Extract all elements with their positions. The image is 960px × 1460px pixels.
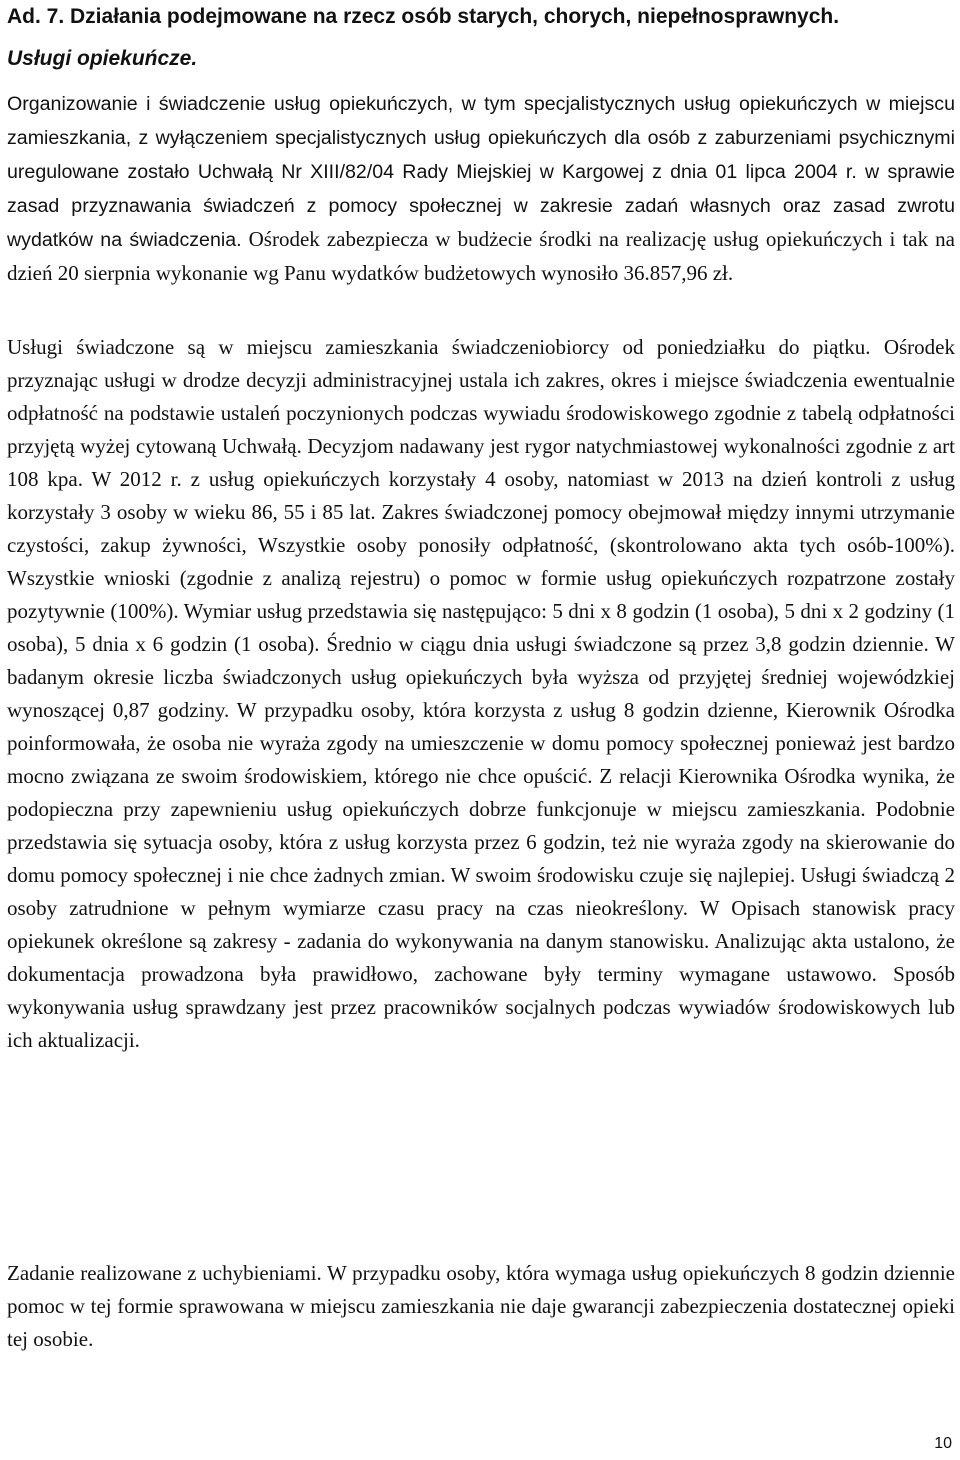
page-number: 10 [934, 1435, 952, 1452]
paragraph-budget-text: Ośrodek zabezpiecza w budżecie środki na realizację usług opiekuńczych i tak na dzień 20 sierpnia wykonanie wg Panu wydatków budżetowych wynosiło 36.857,96 zł. [7, 227, 955, 285]
paragraph-conclusion: Zadanie realizowane z uchybieniami. W przypadku osoby, która wymaga usług opiekuńczych 8 godzin dziennie pomoc w tej formie sprawowana w miejscu zamieszkania nie daje gwarancji zabezpieczenia dostatecznej opieki tej osobie. [7, 1261, 955, 1351]
paragraph-legal-basis-text: Organizowanie i świadczenie usług opiekuńczych, w tym specjalistycznych usług opiekuńczych w miejscu zamieszkania, z wyłączeniem specjalistycznych usług opiekuńczych dla osób z zaburzeniami psychicznymi uregulowane zostało Uchwałą Nr XIII/82/04 Rady Miejskiej w Kargowej z dnia 01 lipca 2004 r. w sprawie zasad przyznawania świadczeń z pomocy społecznej w zakresie zadań własnych oraz zasad zwrotu wydatków na świadczenia. [7, 93, 955, 251]
section-heading: Ad. 7. Działania podejmowane na rzecz osób starych, chorych, niepełnosprawnych. [7, 5, 840, 28]
paragraph-legal-basis [7, 87, 955, 290]
section-subheading: Usługi opiekuńcze. [7, 47, 198, 70]
paragraph-services-description: Usługi świadczone są w miejscu zamieszkania świadczeniobiorcy od poniedziałku do piątku. Ośrodek przyznając usługi w drodze decyzji administracyjnej ustala ich zakres, okres i miejsce świadczenia ewentualnie odpłatność na podstawie ustaleń poczynionych podczas wywiadu środowiskowego zgodnie z tabelą odpłatności przyjętą wyżej cytowaną Uchwałą. Decyzjom nadawany jest rygor natychmiastowej wykonalności zgodnie z art 108 kpa. W 2012 r. z usług opiekuńczych korzystały 4 osoby, natomiast w 2013 na dzień kontroli z usług korzystały 3 osoby w wieku 86, 55 i 85 lat. Zakres świadczonej pomocy obejmował między innymi utrzymanie czystości, zakup żywności, Wszystkie osoby ponosiły odpłatność, (skontrolowano akta tych osób-100%). Wszystkie wnioski (zgodnie z analizą rejestru) o pomoc w formie usług opiekuńczych rozpatrzone zostały pozytywnie (100%). Wymiar usług przedstawia się następująco: 5 dni x 8 godzin (1 osoba), 5 dni x 2 godziny (1 osoba), 5 dnia x 6 godzin (1 osoba). Średnio w ciągu dnia usługi świadczone są przez 3,8 godzin dziennie. W badanym okresie liczba świadczonych usług opiekuńczych była wyższa od przyjętej średniej wojewódzkiej wynoszącej 0,87 godziny. W przypadku osoby, która korzysta z usług 8 godzin dzienne, Kierownik Ośrodka poinformowała, że osoba nie wyraża zgody na umieszczenie w domu pomocy społecznej ponieważ jest bardzo mocno związana ze swoim środowiskiem, którego nie chce opuścić. Z relacji Kierownika Ośrodka wynika, że podopieczna przy zapewnieniu usług opiekuńczych dobrze funkcjonuje w miejscu zamieszkania. Podobnie przedstawia się sytuacja osoby, która z usług korzysta przez 6 godzin, też nie wyraża zgody na skierowanie do domu pomocy społecznej i nie chce żadnych zmian. W swoim środowisku czuje się najlepiej. Usługi świadczą 2 osoby zatrudnione w pełnym wymiarze czasu pracy na czas nieokreślony. W Opisach stanowisk pracy opiekunek określone są zakresy - zadania do wykonywania na danym stanowisku. Analizując akta ustalono, że dokumentacja prowadzona była prawidłowo, zachowane były terminy wymagane ustawowo. Sposób wykonywania usług sprawdzany jest przez pracowników socjalnych podczas wywiadów środowiskowych lub ich aktualizacji. [7, 335, 955, 1052]
